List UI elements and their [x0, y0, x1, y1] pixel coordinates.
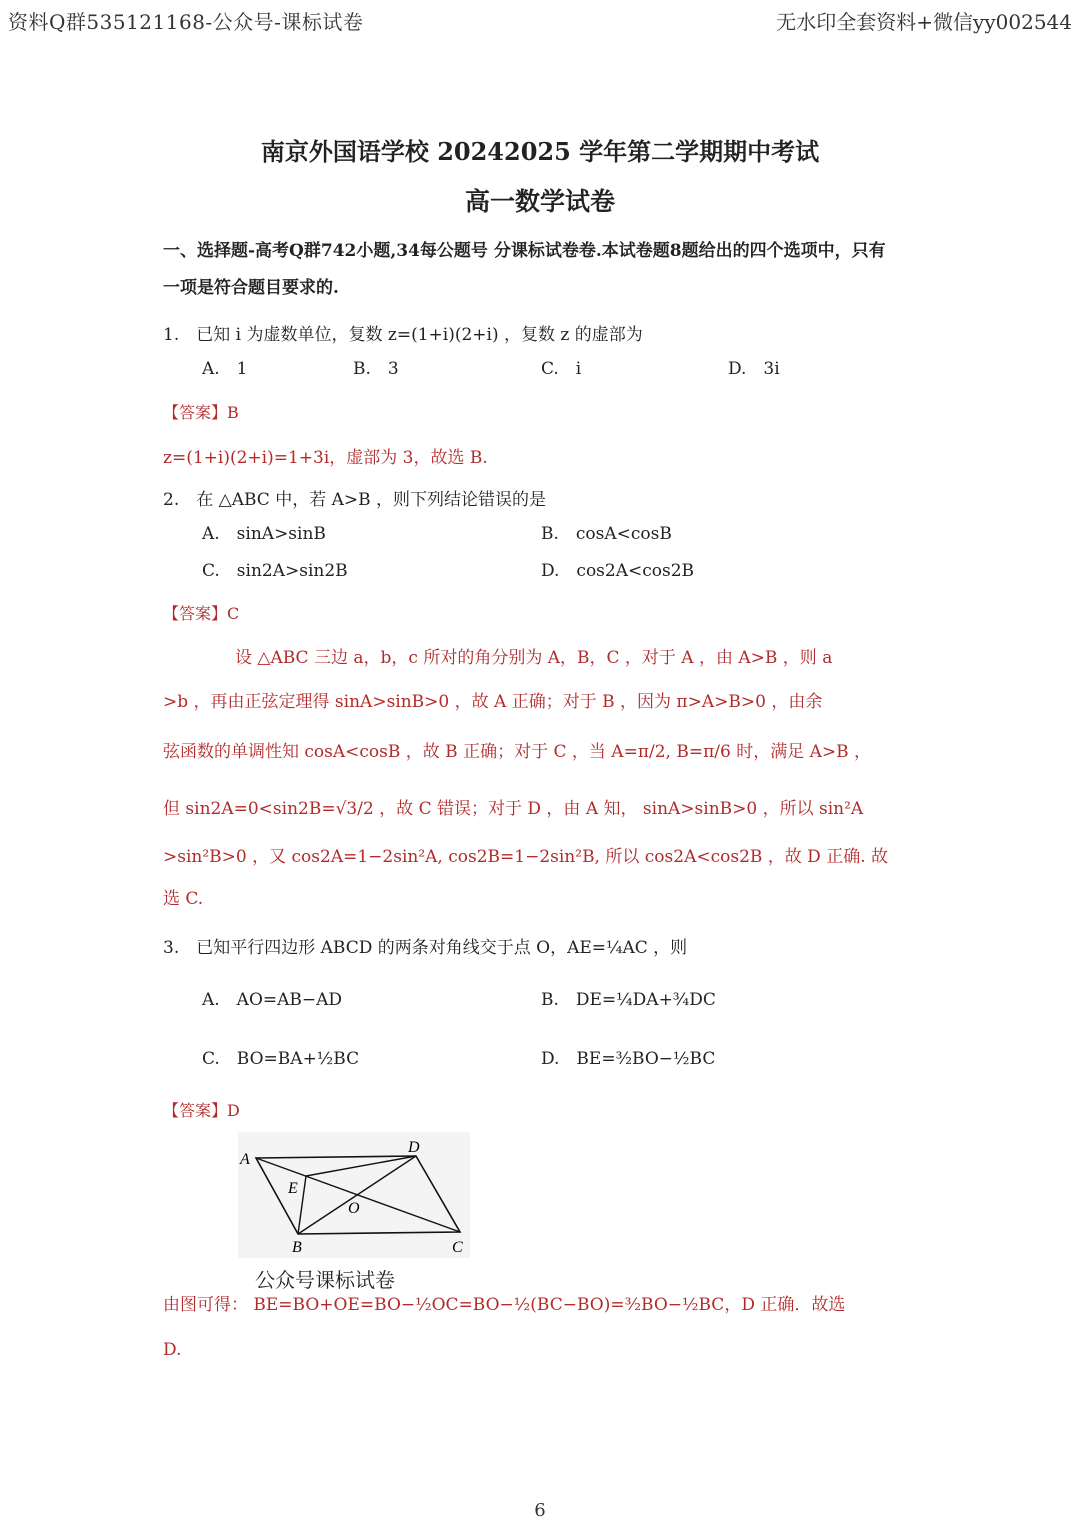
q1-option-c: C. i — [541, 359, 582, 379]
point-label-o: O — [348, 1200, 360, 1217]
q3-answer: 【答案】D — [163, 1101, 240, 1120]
vertex-label-c: C — [452, 1239, 463, 1256]
segment-be — [298, 1176, 306, 1234]
q1-option-b: B. 3 — [353, 359, 399, 379]
page-number: 6 — [534, 1500, 546, 1521]
q1-answer: 【答案】B — [163, 403, 239, 422]
parallelogram-figure — [238, 1132, 470, 1258]
q2-solution-line: 选 C. — [163, 889, 204, 909]
q2-solution-line: 弦函数的单调性知 cosA<cosB ，故 B 正确；对于 C ，当 A=π/2, B=π/6 时，满足 A>B ， — [163, 742, 872, 762]
q1-solution: z=(1+i)(2+i)=1+3i，虚部为 3，故选 B. — [163, 448, 488, 468]
exam-subtitle: 高一数学试卷 — [464, 187, 615, 216]
q2-option-d: D. cos2A<cos2B — [541, 561, 695, 581]
q2-option-b: B. cosA<cosB — [541, 524, 672, 544]
q3-solution-line: 由图可得： BE=BO+OE=BO−½OC=BO−½(BC−BO)=³⁄₂BO−½BC，D 正确．故选 — [163, 1295, 846, 1315]
diagonal-bd — [298, 1156, 416, 1234]
q2-solution-line: 设 △ABC 三边 a，b，c 所对的角分别为 A，B，C ，对于 A ，由 A>B ，则 a — [235, 648, 833, 668]
watermark-right: 无水印全套资料+微信yy002544 — [776, 10, 1072, 34]
q3-option-b: B. DE=¼DA+¾DC — [541, 990, 716, 1010]
figure-watermark-caption: 公众号课标试卷 — [255, 1268, 395, 1292]
q2-solution-line: >b ，再由正弦定理得 sinA>sinB>0 ，故 A 正确；对于 B ，因为 π>A>B>0 ，由余 — [163, 692, 823, 712]
segment-de — [306, 1156, 416, 1176]
watermark-left: 资料Q群535121168-公众号-课标试卷 — [8, 10, 364, 34]
q2-answer: 【答案】C — [163, 604, 240, 623]
exam-title: 南京外国语学校 20242025 学年第二学期期中考试 — [260, 137, 820, 166]
q3-solution-line: D. — [163, 1340, 182, 1360]
q2-option-c: C. sin2A>sin2B — [202, 561, 348, 581]
q1-stem: 1. 已知 i 为虚数单位，复数 z=(1+i)(2+i) ，复数 z 的虚部为 — [163, 325, 643, 345]
point-label-e: E — [288, 1180, 298, 1197]
q2-stem: 2. 在 △ABC 中，若 A>B ，则下列结论错误的是 — [163, 490, 547, 510]
q3-option-a: A. AO=AB−AD — [202, 990, 343, 1010]
section-heading-line2: 一项是符合题目要求的. — [163, 278, 339, 298]
vertex-label-b: B — [292, 1239, 302, 1256]
q3-stem: 3. 已知平行四边形 ABCD 的两条对角线交于点 O，AE=¼AC ，则 — [163, 938, 688, 958]
q2-solution-line: 但 sin2A=0<sin2B=√3/2 ，故 C 错误；对于 D ，由 A 知， sinA>sinB>0 ，所以 sin²A — [163, 799, 864, 819]
q2-option-a: A. sinA>sinB — [202, 524, 326, 544]
section-heading-line1: 一、选择题-高考Q群742小题,34每公题号 分课标试卷卷.本试卷题8题给出的四个选项中，只有 — [163, 241, 886, 261]
vertex-label-d: D — [408, 1139, 420, 1156]
vertex-label-a: A — [240, 1151, 250, 1168]
q3-option-c: C. BO=BA+½BC — [202, 1049, 360, 1069]
q2-solution-line: >sin²B>0 ，又 cos2A=1−2sin²A, cos2B=1−2sin²B, 所以 cos2A<cos2B ，故 D 正确. 故 — [163, 847, 889, 867]
q1-option-a: A. 1 — [202, 359, 248, 379]
q1-option-d: D. 3i — [728, 359, 780, 379]
q3-option-d: D. BE=³⁄₂BO−½BC — [541, 1049, 716, 1069]
